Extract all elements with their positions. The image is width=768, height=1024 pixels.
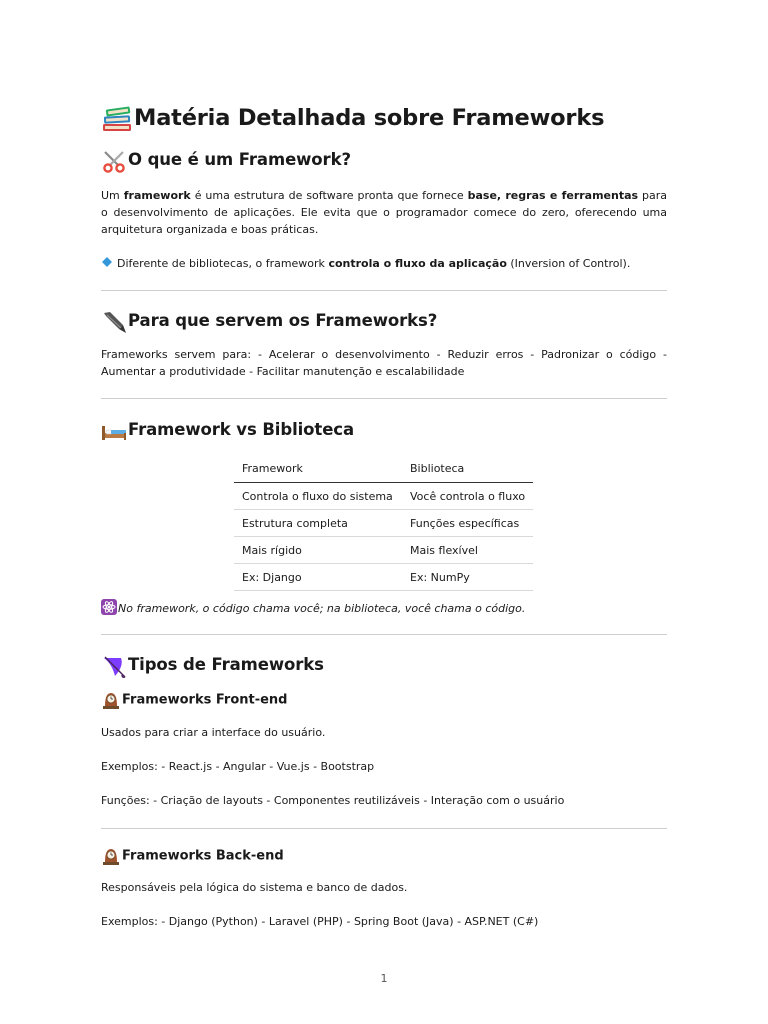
divider [101,828,667,829]
table-cell: Mais rígido [234,537,402,564]
paragraph-definition: Um framework é uma estrutura de software pronta que fornece base, regras e ferramentas para o desenvolvimento de aplicações. Ele evita que o programador comece do zero, oferecendo uma arquitetura organizada e boas práticas. [101,189,668,236]
subheading-text: Frameworks Front-end [122,692,288,708]
section-heading-text: Para que servem os Frameworks? [128,311,438,330]
section-heading-what-is [101,148,351,173]
atom-icon [101,599,117,615]
page-title-text: Matéria Detalhada sobre Frameworks [134,105,605,131]
table-cell: Funções específicas [402,510,533,537]
table-header-row [234,455,533,483]
subheading-text: Frameworks Back-end [122,848,284,864]
paragraph-frontend-examples: Exemplos: - React.js - Angular - Vue.js - Bootstrap [101,760,375,773]
umbrella-icon [101,654,127,678]
table-cell: Mais flexível [402,537,533,564]
table-cell: Controla o fluxo do sistema [234,483,402,510]
comparison-table [234,455,533,591]
table-row [234,564,533,591]
section-heading-types [101,653,324,678]
table-cell: Ex: Django [234,564,402,591]
table-row [234,510,533,537]
bed-icon [101,420,127,442]
scissors-icon [101,149,127,173]
divider [101,290,667,291]
section-heading-text: Tipos de Frameworks [128,655,324,674]
clock-icon [101,846,121,866]
paragraph-purpose: Frameworks servem para: - Acelerar o desenvolvimento - Reduzir erros - Padronizar o código - Aumentar a produtividade - Facilitar manutenção e escalabilidade [101,348,667,378]
divider [101,634,667,635]
pen-icon [101,310,127,334]
table-cell: Estrutura completa [234,510,402,537]
section-heading-text: Framework vs Biblioteca [128,420,355,439]
subheading-frontend [101,690,288,711]
subheading-backend [101,846,284,867]
section-heading-vs [101,418,354,442]
divider [101,398,667,399]
page-title [101,102,604,134]
paragraph-frontend-desc: Usados para criar a interface do usuário. [101,726,326,739]
note-ioc: No framework, o código chama você; na biblioteca, você chama o código. [101,599,667,617]
page-number: 1 [380,972,388,985]
table-cell: Ex: NumPy [402,564,533,591]
clock-icon [101,690,121,710]
table-row [234,483,533,510]
table-header-cell: Framework [234,455,402,483]
table-row [234,537,533,564]
section-heading-text: O que é um Framework? [128,150,351,169]
paragraph-backend-examples: Exemplos: - Django (Python) - Laravel (PHP) - Spring Boot (Java) - ASP.NET (C#) [101,915,539,928]
paragraph-backend-desc: Responsáveis pela lógica do sistema e banco de dados. [101,881,408,894]
table-cell: Você controla o fluxo [402,483,533,510]
table-header-cell: Biblioteca [402,455,533,483]
section-heading-purpose [101,309,437,334]
bullet-inversion-of-control: Diferente de bibliotecas, o framework controla o fluxo da aplicação (Inversion of Control). [101,255,667,272]
diamond-icon [101,256,113,268]
paragraph-frontend-functions: Funções: - Criação de layouts - Componentes reutilizáveis - Interação com o usuário [101,794,565,807]
books-icon [101,105,133,133]
